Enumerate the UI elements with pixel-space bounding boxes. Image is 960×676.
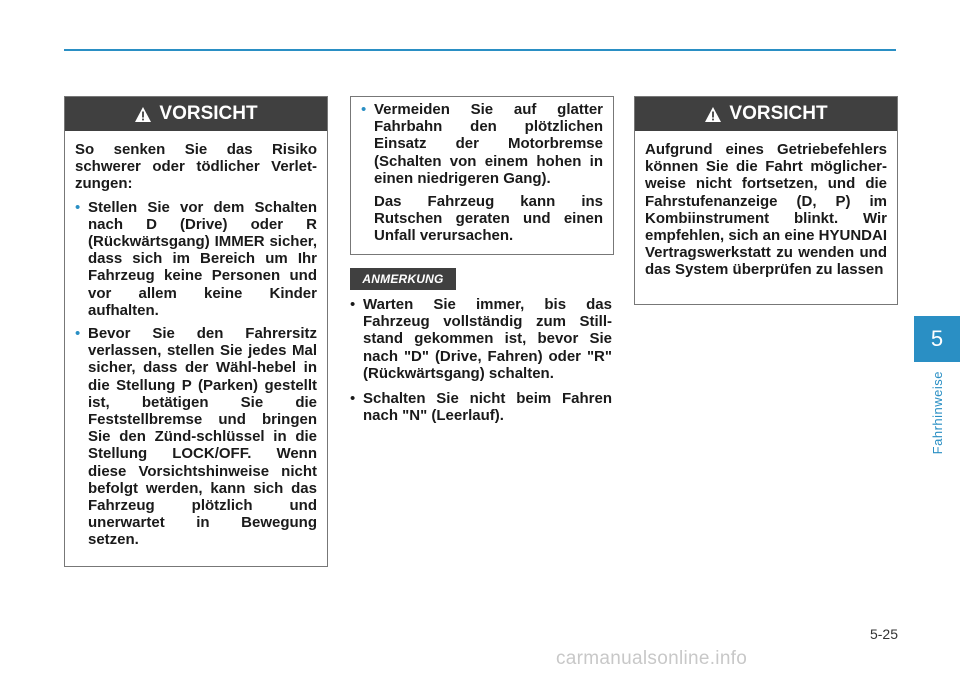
warning-triangle-icon: [134, 106, 152, 123]
right-caution-title: VORSICHT: [729, 103, 828, 124]
page-number: 5-25: [869, 626, 898, 642]
left-caution-intro: So senken Sie das Risiko schwerer oder tödlicher Verlet-zungen:: [75, 141, 317, 193]
left-caution-item-text: Bevor Sie den Fahrersitz verlassen, stellen Sie jedes Mal sicher, dass der Wähl-hebel in die Stellung P (Parken) gestellt ist, betätigen Sie die Feststellbremse und bringen Sie den Zünd-schlüssel in die Stellung LOCK/OFF. Wenn diese Vorsichtshinweise nicht befolgt werden, kann sich das Fahrzeug plötzlich und unerwartet in Bewegung setzen.: [88, 325, 317, 549]
note-list: [350, 296, 612, 424]
bullet: •: [350, 390, 356, 408]
left-caution-title: VORSICHT: [159, 103, 258, 124]
middle-caution-sub: [361, 193, 603, 245]
left-caution-item: [75, 199, 317, 319]
right-caution-box: [634, 96, 898, 305]
bullet: •: [350, 296, 356, 313]
bullet: •: [361, 101, 367, 118]
left-caution-item-text: Stellen Sie vor dem Schalten nach D (Drive) oder R (Rückwärtsgang) IMMER sicher, dass sich im Bereich um Ihr Fahrzeug keine Personen und vor allem keine Kinder aufhalten.: [88, 198, 317, 319]
bullet: •: [75, 325, 81, 343]
watermark: carmanualsonline.info: [556, 648, 748, 669]
middle-caution-sub-text: Das Fahrzeug kann ins Rutschen geraten und einen Unfall verursachen.: [374, 193, 603, 245]
top-rule: [64, 49, 896, 51]
right-caution-body: [635, 131, 897, 289]
left-caution-header: [65, 97, 327, 131]
note-item-text: Warten Sie immer, bis das Fahrzeug vollständig zum Still-stand gekommen ist, bevor Sie nach "D" (Drive, Fahren) oder "R" (Rückwärtsgang) schalten.: [363, 296, 612, 382]
note-item: [350, 296, 612, 382]
left-caution-box: [64, 96, 328, 567]
note-item: [350, 390, 612, 424]
chapter-label: [925, 368, 949, 458]
middle-caution-box: [350, 96, 614, 255]
left-caution-item: [75, 325, 317, 549]
note-label: ANMERKUNG: [350, 268, 456, 290]
note-item-text: Schalten Sie nicht beim Fahren nach "N" (Leerlauf).: [363, 390, 612, 425]
bullet: •: [75, 198, 81, 216]
right-caution-header: [635, 97, 897, 131]
middle-caution-item: [361, 101, 603, 187]
chapter-tab: 5: [914, 316, 960, 362]
chapter-label-text: Fahrhinweise: [929, 371, 945, 455]
warning-triangle-icon: [704, 106, 722, 123]
right-caution-text: Aufgrund eines Getriebefehlers können Sie die Fahrt möglicher-weise nicht fortsetzen, und die Fahrstufenanzeige (D, P) im Kombiinstrument blinkt. Wir empfehlen, sich an eine HYUNDAI Vertragswerkstatt zu wenden und das System überprüfen zu lassen: [645, 141, 887, 279]
left-caution-body: [65, 131, 327, 559]
middle-caution-item-text: Vermeiden Sie auf glatter Fahrbahn den plötzlichen Einsatz der Motorbremse (Schalten von einem hohen in einen niedrigeren Gang).: [374, 101, 603, 187]
middle-caution-body: [351, 97, 613, 255]
